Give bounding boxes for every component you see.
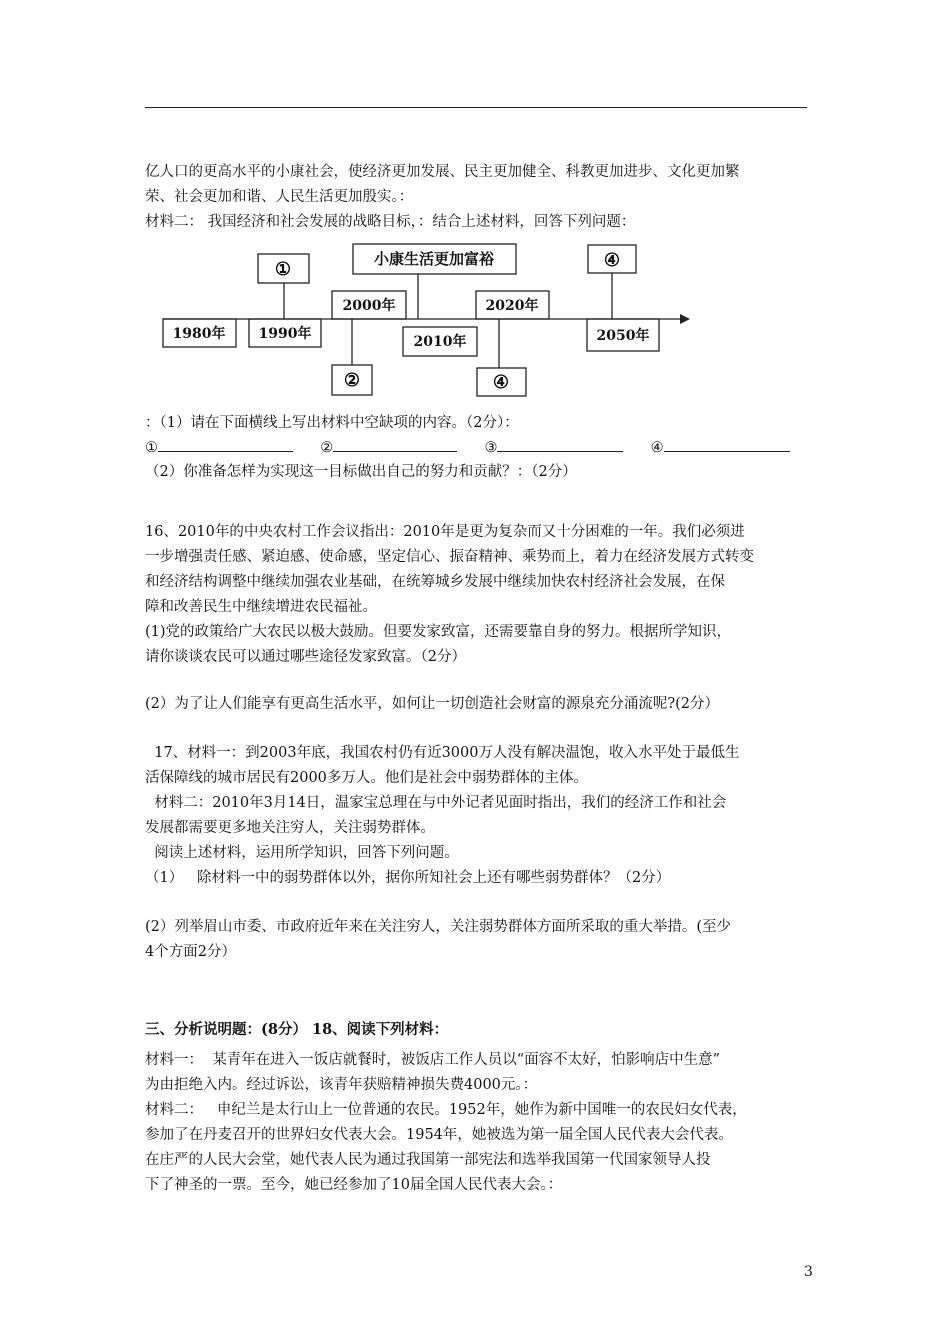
blank-marker-3: ③ bbox=[484, 440, 498, 456]
intro-line: 亿人口的更高水平的小康社会，使经济更加发展、民主更加健全、科教更加进步、文化更加繁 bbox=[145, 164, 740, 180]
material2-line: 材料二： 我国经济和社会发展的战略目标，：结合上述材料，回答下列问题： bbox=[145, 214, 636, 230]
answer-blank-3[interactable] bbox=[497, 436, 623, 452]
q15-part1: ：（1）请在下面横线上写出材料中空缺项的内容。（2分）： bbox=[145, 415, 519, 431]
q18-line: 为由拒绝入内。经过诉讼，该青年获赔精神损失费4000元。： bbox=[145, 1077, 538, 1093]
marker-top-4: ④ bbox=[603, 250, 621, 271]
blank-marker-1: ① bbox=[145, 440, 158, 456]
q17-part2 bbox=[145, 915, 810, 965]
q17-line: 发展都需要更多地关注穷人，关注弱势群体。 bbox=[145, 820, 435, 836]
q18-line: 参加了在丹麦召开的世界妇女代表大会。1954年，她被选为第一届全国人民代表大会代表。 bbox=[145, 1127, 733, 1143]
marker-bottom-2: ② bbox=[343, 370, 361, 391]
q18-paragraph bbox=[145, 1048, 810, 1198]
q17-line: 17、材料一：到2003年底，我国农村仍有近3000万人没有解决温饱，收入水平处于最低生 bbox=[145, 745, 740, 761]
center-label: 小康生活更加富裕 bbox=[373, 250, 495, 268]
year-2050: 2050年 bbox=[596, 328, 650, 344]
q16-paragraph bbox=[145, 520, 810, 670]
year-1990: 1990年 bbox=[258, 326, 312, 342]
q16-part2: (2）为了让人们能享有更高生活水平，如何让一切创造社会财富的源泉充分涌流呢?(2分） bbox=[145, 696, 720, 712]
answer-blank-4[interactable] bbox=[664, 436, 790, 452]
year-2010: 2010年 bbox=[413, 334, 467, 350]
year-2000: 2000年 bbox=[342, 298, 396, 314]
q16-line: (1)党的政策给广大农民以极大鼓励。但要发家致富，还需要靠自身的努力。根据所学知识， bbox=[145, 624, 732, 640]
q15-part2: （2）你准备怎样为实现这一目标做出自己的努力和贡献？：（2分） bbox=[145, 464, 577, 480]
answer-blank-1[interactable] bbox=[158, 436, 293, 452]
q16-line: 一步增强责任感、紧迫感、使命感，坚定信心、振奋精神、乘势而上，着力在经济发展方式转变 bbox=[145, 549, 754, 565]
year-1980: 1980年 bbox=[172, 326, 226, 342]
intro-paragraph bbox=[145, 160, 810, 210]
marker-bottom-4: ④ bbox=[492, 372, 510, 393]
year-2020: 2020年 bbox=[485, 298, 539, 314]
q18-line: 材料二： 申纪兰是太行山上一位普通的农民。1952年，她作为新中国唯一的农民妇女代表， bbox=[145, 1102, 747, 1118]
q17-part2-line: 4个方面2分） bbox=[145, 944, 236, 960]
answer-blank-2[interactable] bbox=[333, 436, 457, 452]
q16-line: 障和改善民生中继续增进农民福祉。 bbox=[145, 599, 377, 615]
q17-line: 材料二：2010年3月14日，温家宝总理在与中外记者见面时指出，我们的经济工作和社会 bbox=[145, 795, 727, 811]
q18-line: 材料一： 某青年在进入一饭店就餐时，被饭店工作人员以“面容不太好，怕影响店中生意” bbox=[145, 1052, 721, 1068]
section3-title: 三、分析说明题：(8分） 18、阅读下列材料： bbox=[145, 1021, 449, 1038]
q17-line: 活保障线的城市居民有2000多万人。他们是社会中弱势群体的主体。 bbox=[145, 770, 588, 786]
header-rule bbox=[145, 107, 807, 108]
q17-line: 阅读上述材料，运用所学知识，回答下列问题。 bbox=[145, 845, 459, 861]
q17-part2-line: (2）列举眉山市委、市政府近年来在关注穷人，关注弱势群体方面所采取的重大举措。(至少 bbox=[145, 919, 732, 935]
q17-paragraph bbox=[145, 741, 810, 891]
page-number: 3 bbox=[804, 1264, 813, 1280]
blank-marker-2: ② bbox=[320, 440, 334, 456]
timeline-diagram bbox=[150, 236, 710, 402]
timeline-arrowhead bbox=[680, 314, 690, 324]
q17-line: （1） 除材料一中的弱势群体以外，据你所知社会上还有哪些弱势群体？（2分） bbox=[145, 870, 671, 886]
marker-top-1: ① bbox=[274, 259, 292, 280]
q16-line: 请你谈谈农民可以通过哪些途径发家致富。（2分） bbox=[145, 649, 466, 665]
intro-line: 荣、社会更加和谐、人民生活更加殷实。： bbox=[145, 189, 414, 205]
answer-blanks bbox=[145, 436, 785, 461]
q16-line: 16、2010年的中央农村工作会议指出：2010年是更为复杂而又十分困难的一年。我们必须进 bbox=[145, 524, 745, 540]
q16-line: 和经济结构调整中继续加强农业基础，在统筹城乡发展中继续加快农村经济社会发展，在保 bbox=[145, 574, 725, 590]
q18-line: 在庄严的人民大会堂，她代表人民为通过我国第一部宪法和选举我国第一代国家领导人投 bbox=[145, 1152, 711, 1168]
blank-marker-4: ④ bbox=[650, 440, 664, 456]
q18-line: 下了神圣的一票。至今，她已经参加了10届全国人民代表大会。： bbox=[145, 1177, 563, 1193]
